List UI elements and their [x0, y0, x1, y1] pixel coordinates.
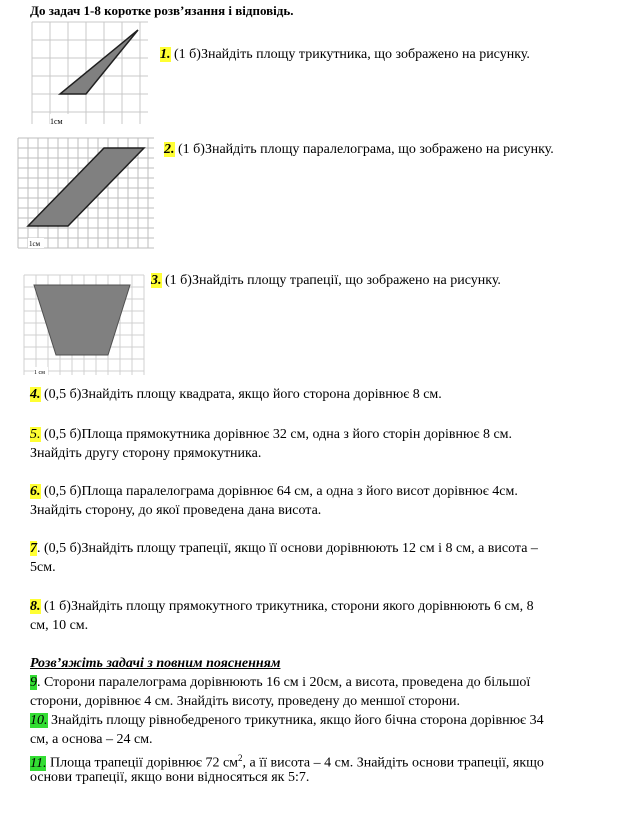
task-9-line-2: сторони, дорівнює 4 см. Знайдіть висоту, проведену до меншої сторони. [30, 694, 461, 709]
task-5-line-2: Знайдіть другу сторону прямокутника. [30, 446, 262, 461]
figure-trapezoid [22, 273, 147, 378]
task-1: 1. (1 б)Знайдіть площу трикутника, що зображено на рисунку. [160, 47, 530, 62]
figure2-scale-label: 1см [29, 240, 41, 248]
task-2-number: 2. [164, 142, 175, 157]
task-7-number: 7 [30, 541, 37, 556]
task-8-number: 8. [30, 599, 41, 614]
task-6: 6. (0,5 б)Площа паралелограма дорівнює 64 см, а одна з його висот дорівнює 4см. [30, 484, 518, 499]
task-7-line-2: 5см. [30, 560, 56, 575]
task-10: 10. Знайдіть площу рівнобедреного трикутника, якщо його бічна сторона дорівнює 34 [30, 713, 544, 728]
task-10-number: 10. [30, 713, 48, 728]
figure3-scale-label: 1 см [34, 370, 45, 376]
task-8: 8. (1 б)Знайдіть площу прямокутного трикутника, сторони якого дорівнюють 6 см, 8 [30, 599, 534, 614]
task-5-number: 5. [30, 427, 41, 442]
task-11: 11. Площа трапеції дорівнює 72 $см^2$, а її висота – 4 см. Знайдіть основи трапеції, якщо [30, 753, 544, 771]
task-9: 9. Сторони паралелограма дорівнюють 16 см і 20см, а висота, проведена до більшої [30, 675, 531, 690]
section-title: Розв’яжіть задачі з повним поясненням [30, 656, 281, 671]
task-2: 2. (1 б)Знайдіть площу паралелограма, що зображено на рисунку. [164, 142, 554, 157]
task-6-line-2: Знайдіть сторону, до якої проведена дана висота. [30, 503, 322, 518]
task-8-line-2: см, 10 см. [30, 618, 89, 633]
task-3-number: 3. [151, 273, 162, 288]
task-11-line-2: основи трапеції, якщо вони відносяться як 5:7. [30, 770, 310, 785]
task-10-line-2: см, а основа – 24 см. [30, 732, 153, 747]
task-5: 5. (0,5 б)Площа прямокутника дорівнює 32 см, одна з його сторін дорівнює 8 см. [30, 427, 513, 442]
task-4: 4. (0,5 б)Знайдіть площу квадрата, якщо його сторона дорівнює 8 см. [30, 387, 442, 402]
task-7: 7. (0,5 б)Знайдіть площу трапеції, якщо її основи дорівнюють 12 см і 8 см, а висота – [30, 541, 538, 556]
task-6-number: 6. [30, 484, 41, 499]
figure-triangle [28, 20, 153, 130]
parallelogram-shape [28, 148, 144, 226]
figure1-scale-label: 1см [50, 117, 63, 126]
figure-parallelogram [16, 136, 158, 251]
task-1-number: 1. [160, 47, 171, 62]
task-3: 3. (1 б)Знайдіть площу трапеції, що зображено на рисунку. [151, 273, 501, 288]
task-9-number: 9 [30, 675, 37, 690]
page-header: До задач 1-8 коротке розв’язання і відповідь. [30, 3, 294, 18]
task-11-number: 11. [30, 755, 47, 771]
task-4-number: 4. [30, 387, 41, 402]
